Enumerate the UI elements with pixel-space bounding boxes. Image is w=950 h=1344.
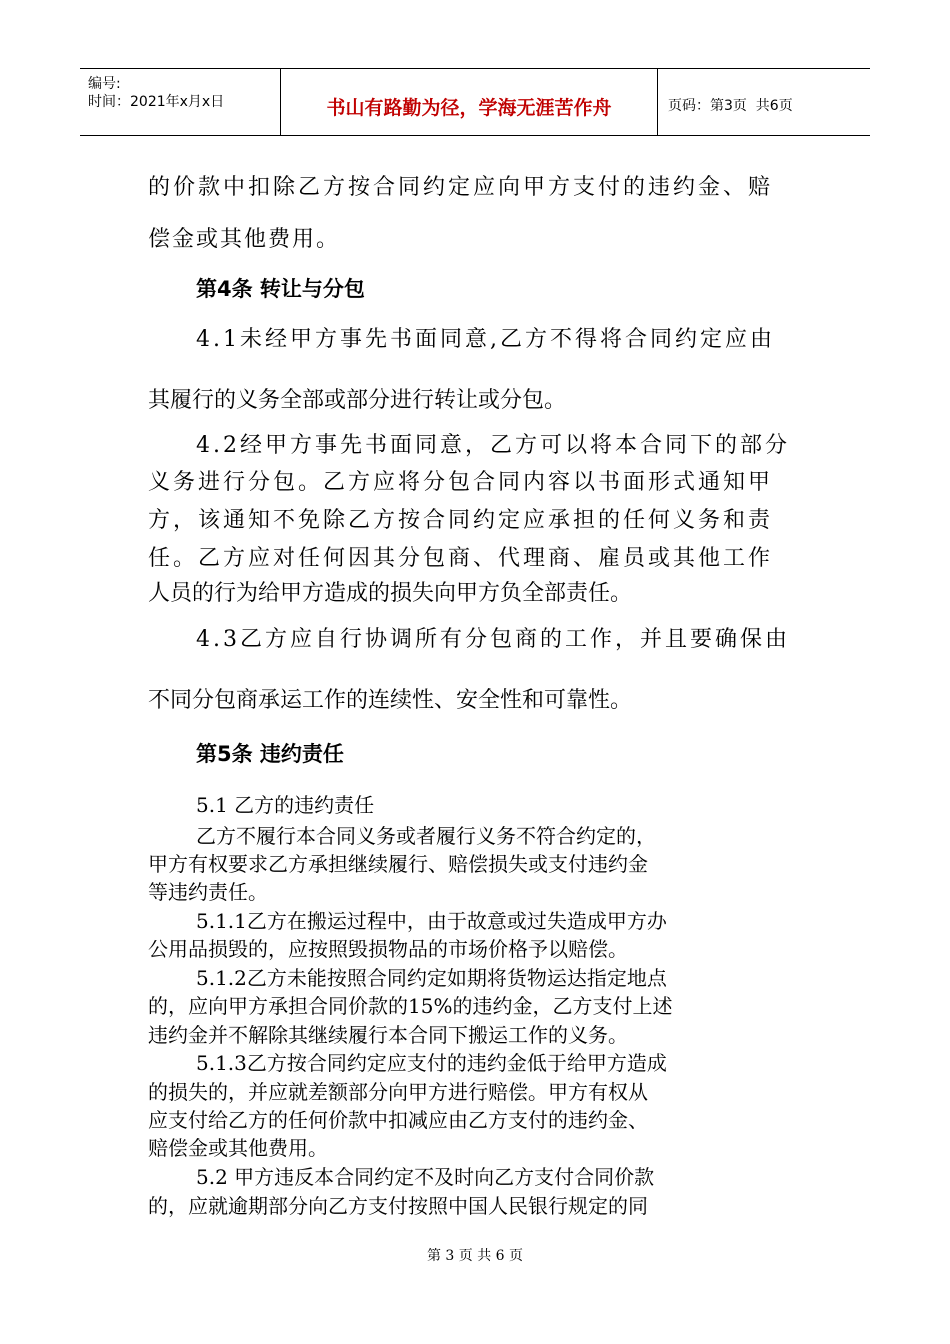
header-motto: 书山有路勤为径，学海无涯苦作舟 [326, 97, 612, 119]
body-line: 公用品损毁的，应按照毁损物品的市场价格予以赔偿。 [148, 937, 628, 961]
header-page-cell [658, 69, 870, 135]
body-line: 应支付给乙方的任何价款中扣减应由乙方支付的违约金、 [148, 1108, 648, 1132]
body-line: 4.3乙方应自行协调所有分包商的工作，并且要确保由 [196, 627, 790, 652]
body-line: 方，该通知不免除乙方按合同约定应承担的任何义务和责 [148, 508, 774, 533]
body-line: 其履行的义务全部或部分进行转让或分包。 [148, 388, 567, 413]
section-heading-article-5: 第5条 违约责任 [196, 742, 344, 766]
body-line: 任。乙方应对任何因其分包商、代理商、雇员或其他工作 [148, 546, 774, 571]
body-line: 赔偿金或其他费用。 [148, 1136, 328, 1160]
body-line: 义务进行分包。乙方应将分包合同内容以书面形式通知甲 [148, 470, 774, 495]
page-header [80, 68, 870, 136]
body-line: 甲方有权要求乙方承担继续履行、赔偿损失或支付违约金 [148, 852, 648, 876]
page-footer: 第 3 页 共 6 页 [426, 1248, 524, 1264]
body-line: 违约金并不解除其继续履行本合同下搬运工作的义务。 [148, 1023, 628, 1047]
body-line: 4.1未经甲方事先书面同意,乙方不得将合同约定应由 [196, 327, 775, 352]
header-motto-cell [281, 69, 658, 135]
body-line: 5.2 甲方违反本合同约定不及时向乙方支付合同价款 [196, 1165, 655, 1189]
body-line: 人员的行为给甲方造成的损失向甲方负全部责任。 [148, 581, 633, 606]
document-date-label: 时间：2021年x月x日 [88, 94, 225, 110]
body-line: 的，应向甲方承担合同价款的15%的违约金，乙方支付上述 [148, 994, 673, 1018]
body-line: 的，应就逾期部分向乙方支付按照中国人民银行规定的同 [148, 1194, 648, 1218]
body-line: 4.2经甲方事先书面同意，乙方可以将本合同下的部分 [196, 433, 790, 458]
section-heading-article-4: 第4条 转让与分包 [196, 277, 365, 301]
header-meta-cell [80, 69, 281, 135]
body-line: 5.1.2乙方未能按照合同约定如期将货物运达指定地点 [196, 966, 667, 990]
body-line: 乙方不履行本合同义务或者履行义务不符合约定的， [196, 824, 656, 848]
header-page-info: 页码：第3页 共6页 [668, 98, 793, 114]
body-line: 偿金或其他费用。 [148, 227, 341, 252]
body-line: 5.1.1乙方在搬运过程中，由于故意或过失造成甲方办 [196, 909, 667, 933]
body-line: 不同分包商承运工作的连续性、安全性和可靠性。 [148, 688, 633, 713]
body-line: 等违约责任。 [148, 880, 268, 904]
body-line: 的损失的，并应就差额部分向甲方进行赔偿。甲方有权从 [148, 1080, 648, 1104]
body-line: 的价款中扣除乙方按合同约定应向甲方支付的违约金、赔 [148, 175, 774, 200]
document-number-label: 编号: [88, 76, 121, 92]
body-line: 5.1 乙方的违约责任 [196, 793, 375, 817]
body-line: 5.1.3乙方按合同约定应支付的违约金低于给甲方造成 [196, 1051, 667, 1075]
